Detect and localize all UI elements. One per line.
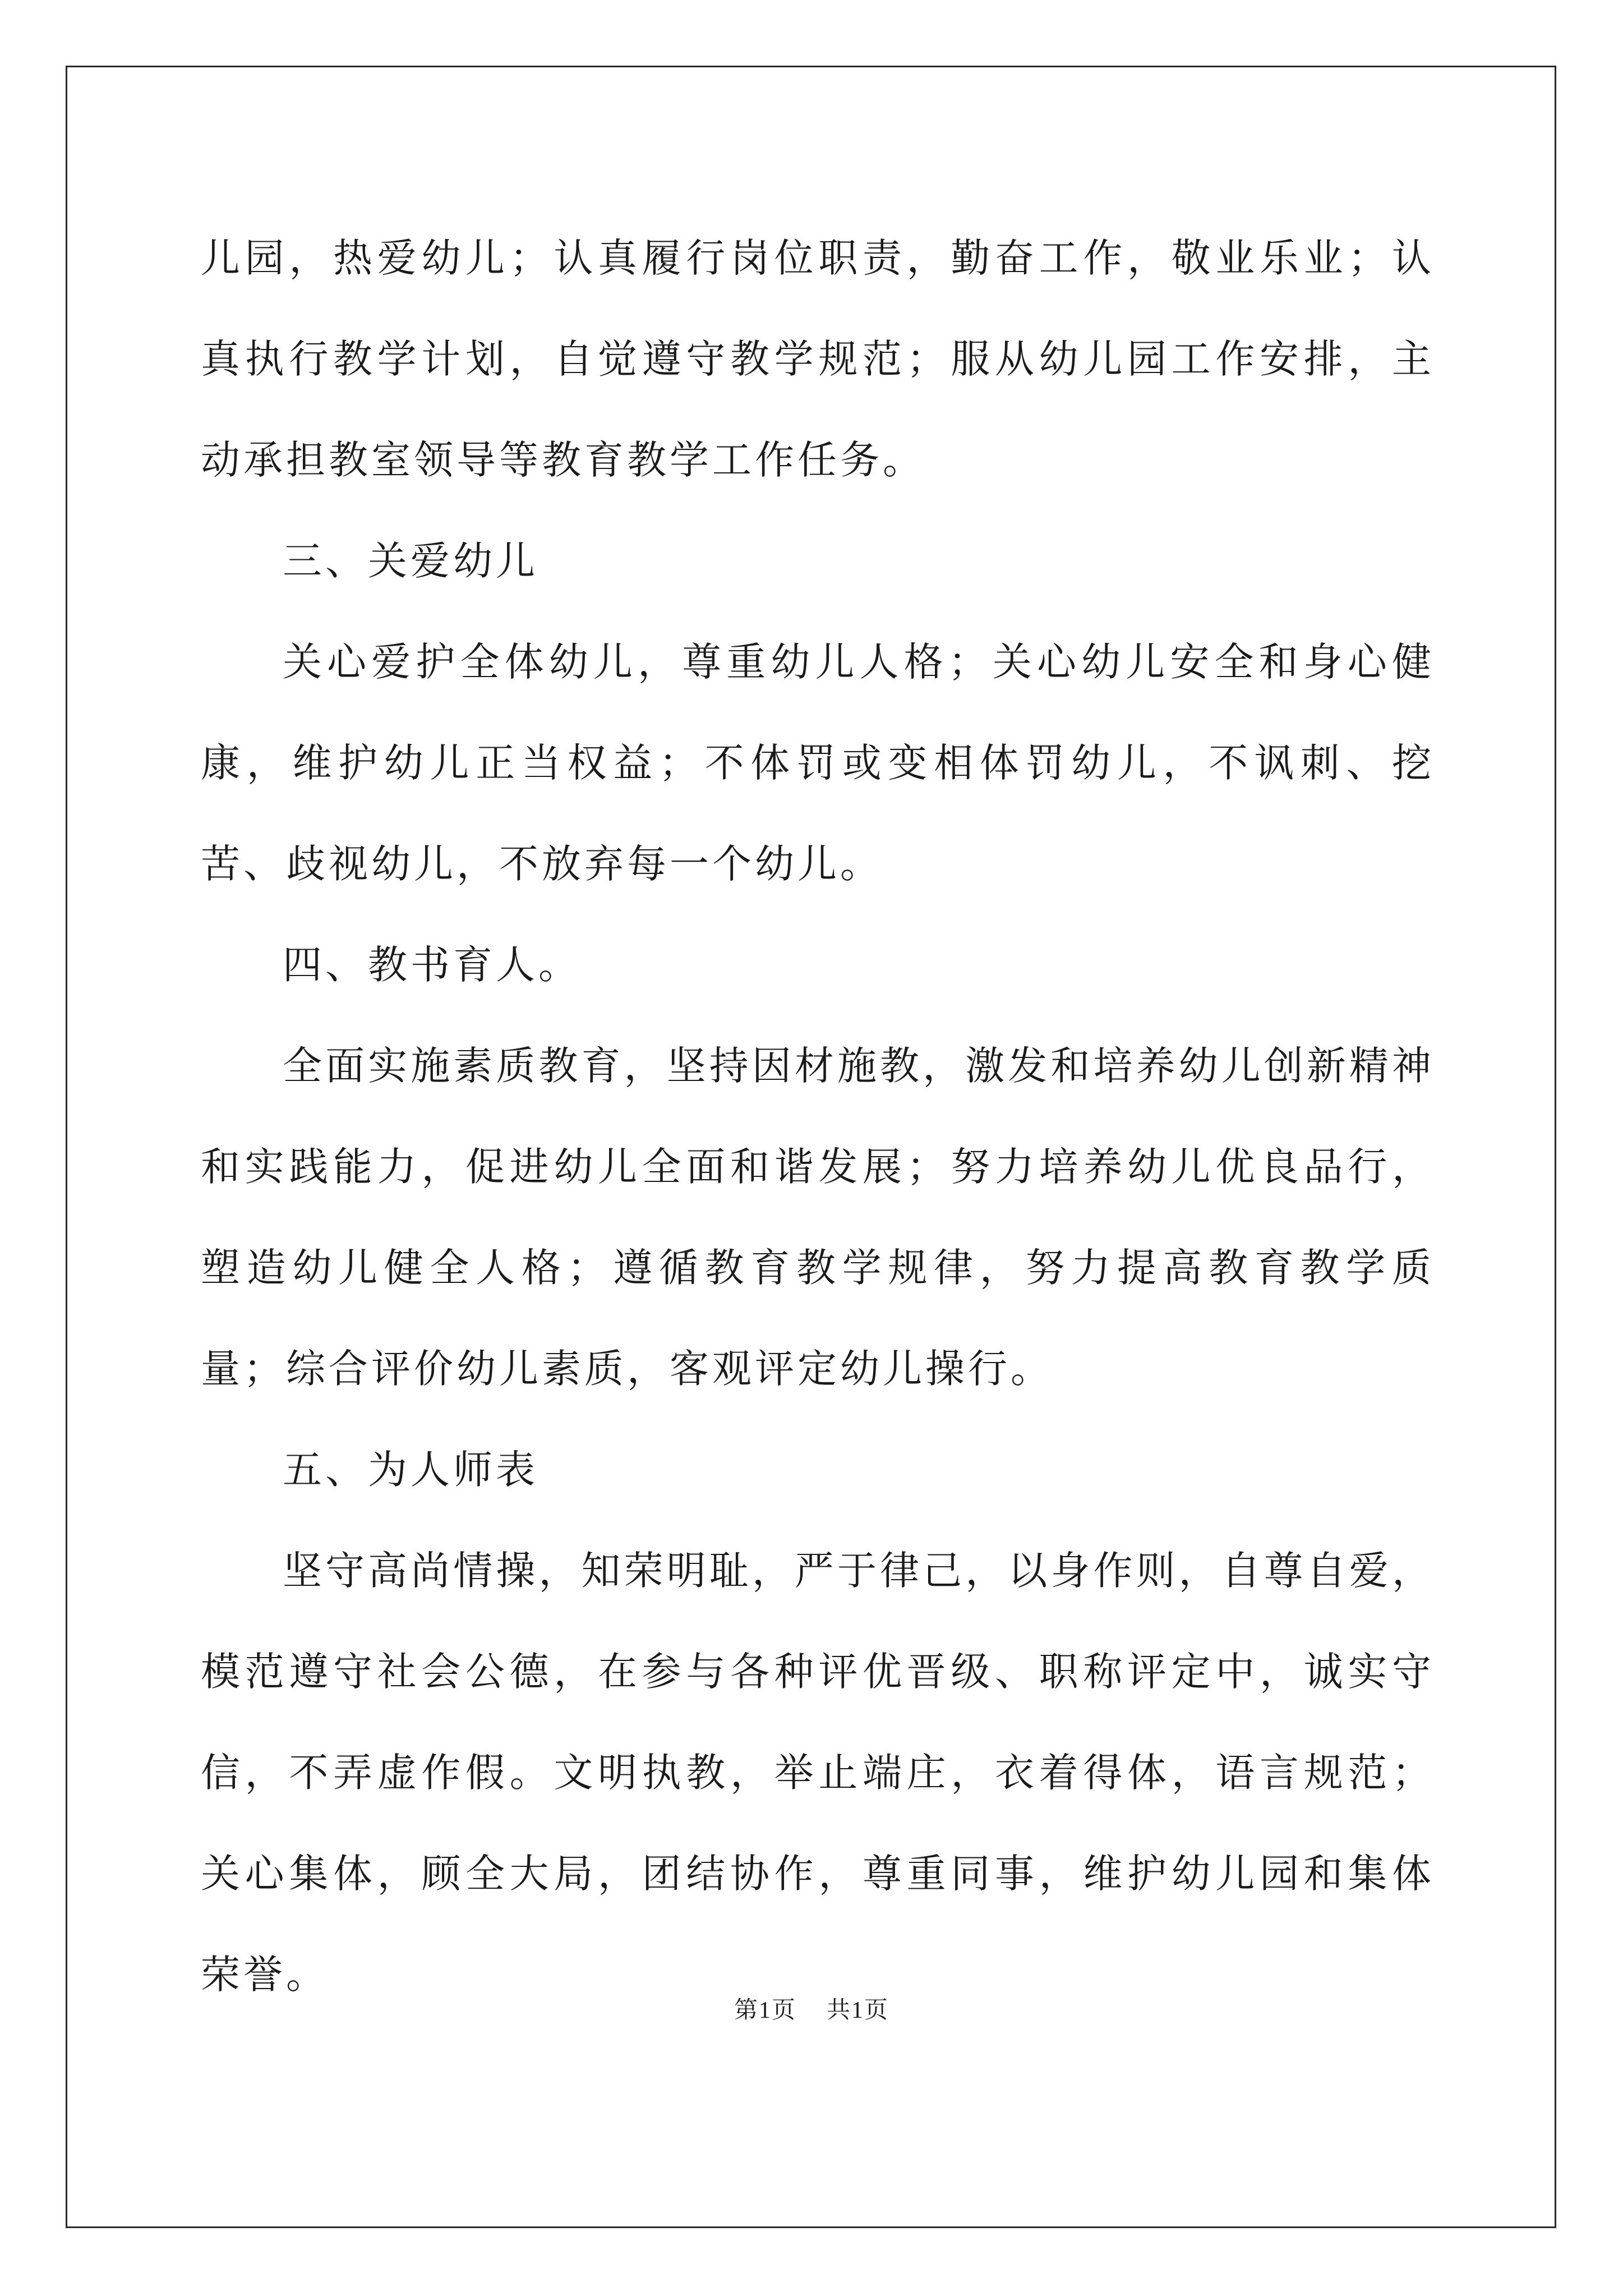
paragraph-teaching: 全面实施素质教育，坚持因材施教，激发和培养幼儿创新精神和实践能力，促进幼儿全面和谐发展；努力培养幼儿优良品行，塑造幼儿健全人格；遵循教育教学规律，努力提高教育教学质量；综合评价幼儿素质，客观评定幼儿操行。 [201, 1043, 1435, 1392]
section-heading-4: 四、教书育人。 [283, 942, 581, 988]
paragraph-continued: 儿园，热爱幼儿；认真履行岗位职责，勤奋工作，敬业乐业；认真执行教学计划，自觉遵守教学规范；服从幼儿园工作安排，主动承担教室领导等教育教学工作任务。 [201, 235, 1435, 483]
page-number: 第1页 [734, 1998, 796, 2023]
page-footer [0, 1991, 1623, 2025]
paragraph-care-for-children: 关心爱护全体幼儿，尊重幼儿人格；关心幼儿安全和身心健康，维护幼儿正当权益；不体罚或变相体罚幼儿，不讽刺、挖苦、歧视幼儿，不放弃每一个幼儿。 [201, 639, 1435, 887]
page-total: 共1页 [827, 1998, 889, 2023]
section-heading-5: 五、为人师表 [283, 1447, 538, 1493]
paragraph-role-model: 坚守高尚情操，知荣明耻，严于律己，以身作则，自尊自爱，模范遵守社会公德，在参与各种评优晋级、职称评定中，诚实守信，不弄虚作假。文明执教，举止端庄，衣着得体，语言规范；关心集体，顾全大局，团结协作，尊重同事，维护幼儿园和集体荣誉。 [201, 1548, 1435, 1998]
document-body [201, 208, 1435, 2025]
section-heading-3: 三、关爱幼儿 [283, 538, 538, 584]
